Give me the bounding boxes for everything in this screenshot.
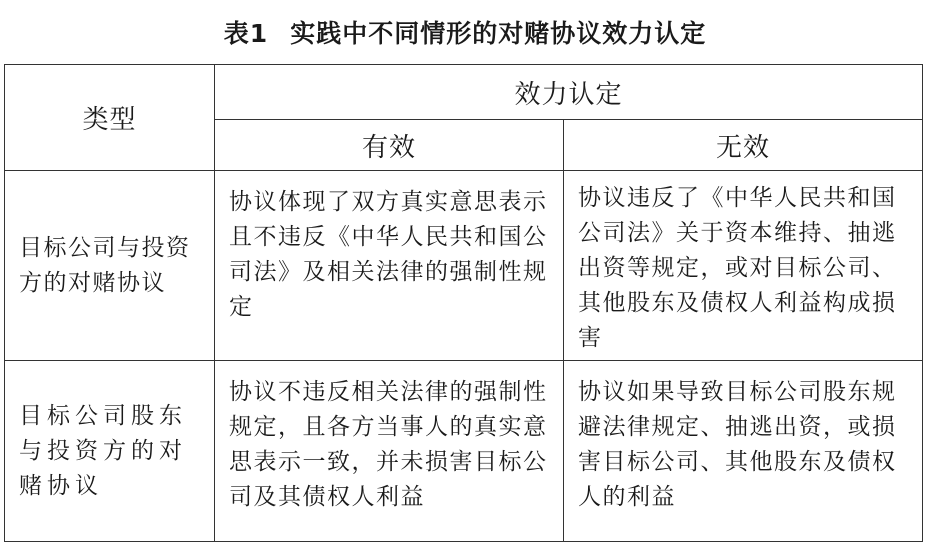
header-type: 类型: [5, 65, 215, 171]
table-number: 表1: [223, 19, 269, 48]
table-title: 实践中不同情形的对赌协议效力认定: [290, 19, 707, 48]
header-valid: 有效: [215, 120, 564, 171]
table-caption: [0, 14, 930, 50]
row-invalid-cell: 协议违反了《中华人民共和国公司法》关于资本维持、抽逃出资等规定，或对目标公司、其他股东及债权人利益构成损害: [564, 171, 923, 361]
row-valid-cell: 协议不违反相关法律的强制性规定，且各方当事人的真实意思表示一致，并未损害目标公司及其债权人利益: [215, 361, 564, 542]
row-type-cell: 目标公司股东与投资方的对赌协议: [5, 361, 215, 542]
row-valid-cell: 协议体现了双方真实意思表示且不违反《中华人民共和国公司法》及相关法律的强制性规定: [215, 171, 564, 361]
header-validity-group: 效力认定: [215, 65, 923, 120]
header-row-top: [5, 65, 923, 120]
table-row: [5, 171, 923, 361]
table-row: [5, 361, 923, 542]
header-invalid: 无效: [564, 120, 923, 171]
validity-table: [4, 64, 923, 542]
row-invalid-cell: 协议如果导致目标公司股东规避法律规定、抽逃出资，或损害目标公司、其他股东及债权人的利益: [564, 361, 923, 542]
row-type-cell: 目标公司与投资方的对赌协议: [5, 171, 215, 361]
